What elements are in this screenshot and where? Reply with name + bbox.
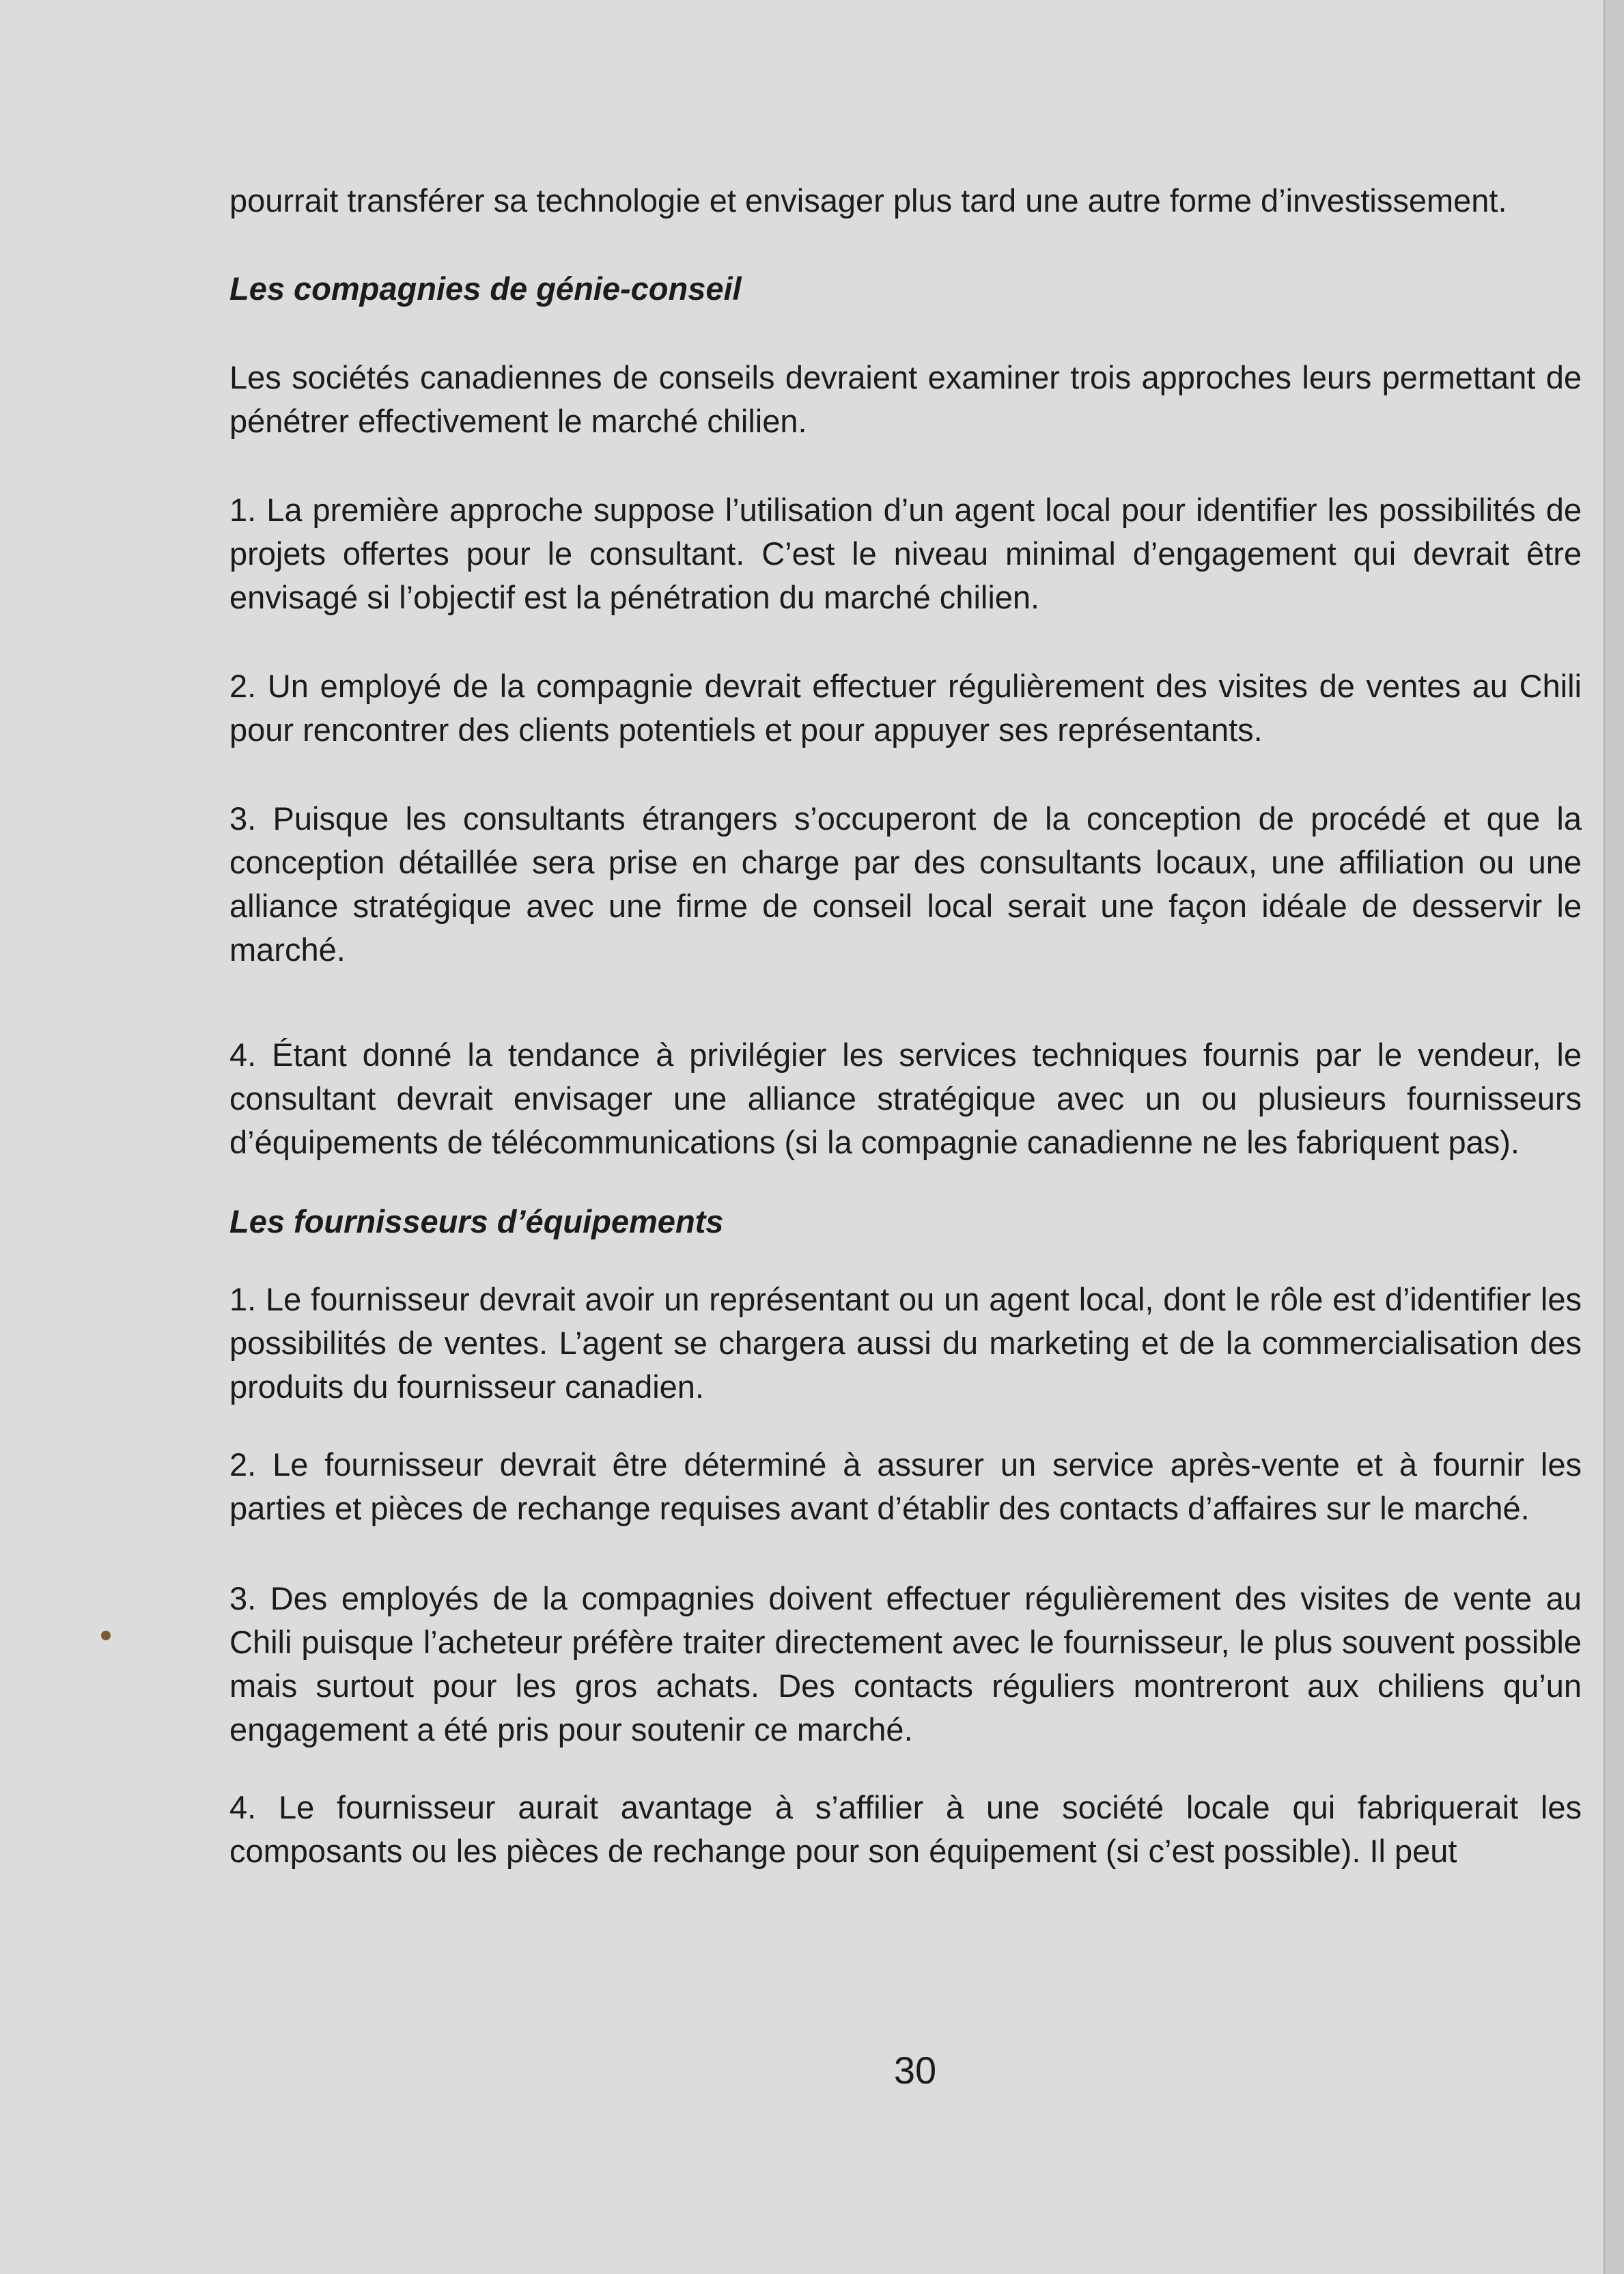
paragraph-consulting-item-1: 1. La première approche suppose l’utilisation d’un agent local pour identifier les possibilités de projets offertes pour le consultant. C’est le niveau minimal d’engagement qui devrait être envisagé si l’objectif est la pénétration du marché chilien. (229, 492, 1582, 615)
section-heading-suppliers: Les fournisseurs d’équipements (229, 1203, 724, 1239)
paragraph-supplier-item-4: 4. Le fournisseur aurait avantage à s’affilier à une société locale qui fabriquerait les composants ou les pièces de rechange pour son équipement (si c’est possible). Il peut (229, 1789, 1582, 1869)
scan-speck (101, 1631, 111, 1640)
paragraph-supplier-item-2: 2. Le fournisseur devrait être déterminé à assurer un service après-vente et à fournir les parties et pièces de rechange requises avant d’établir des contacts d’affaires sur le marché. (229, 1446, 1582, 1526)
paragraph-supplier-item-3: 3. Des employés de la compagnies doivent effectuer régulièrement des visites de vente au Chili puisque l’acheteur préfère traiter directement avec le fournisseur, le plus souvent possible mais surtout pour les gros achats. Des contacts réguliers montreront aux chiliens qu’un engagement a été pris pour soutenir ce marché. (229, 1580, 1582, 1747)
document-body (229, 179, 1582, 1873)
paragraph-supplier-item-1: 1. Le fournisseur devrait avoir un représentant ou un agent local, dont le rôle est d’identifier les possibilités de ventes. L’agent se chargera aussi du marketing et de la commercialisation des produits du fournisseur canadien. (229, 1281, 1582, 1405)
paragraph-consulting-intro: Les sociétés canadiennes de conseils devraient examiner trois approches leurs permettant de pénétrer effectivement le marché chilien. (229, 359, 1582, 439)
section-heading-consulting: Les compagnies de génie-conseil (229, 270, 742, 307)
paragraph-consulting-item-3: 3. Puisque les consultants étrangers s’occuperont de la conception de procédé et que la conception détaillée sera prise en charge par des consultants locaux, une affiliation ou une alliance stratégique avec une firme de conseil local serait une façon idéale de desservir le marché. (229, 800, 1582, 968)
paragraph-intro: pourrait transférer sa technologie et envisager plus tard une autre forme d’investissement. (229, 182, 1507, 219)
page-edge (1604, 0, 1624, 2274)
paragraph-consulting-item-2: 2. Un employé de la compagnie devrait effectuer régulièrement des visites de ventes au Chili pour rencontrer des clients potentiels et pour appuyer ses représentants. (229, 668, 1582, 748)
page-number: 30 (893, 2049, 937, 2092)
paragraph-consulting-item-4: 4. Étant donné la tendance à privilégier les services techniques fournis par le vendeur, le consultant devrait envisager une alliance stratégique avec un ou plusieurs fournisseurs d’équipements de télécommunications (si la compagnie canadienne ne les fabriquent pas). (229, 1037, 1582, 1160)
